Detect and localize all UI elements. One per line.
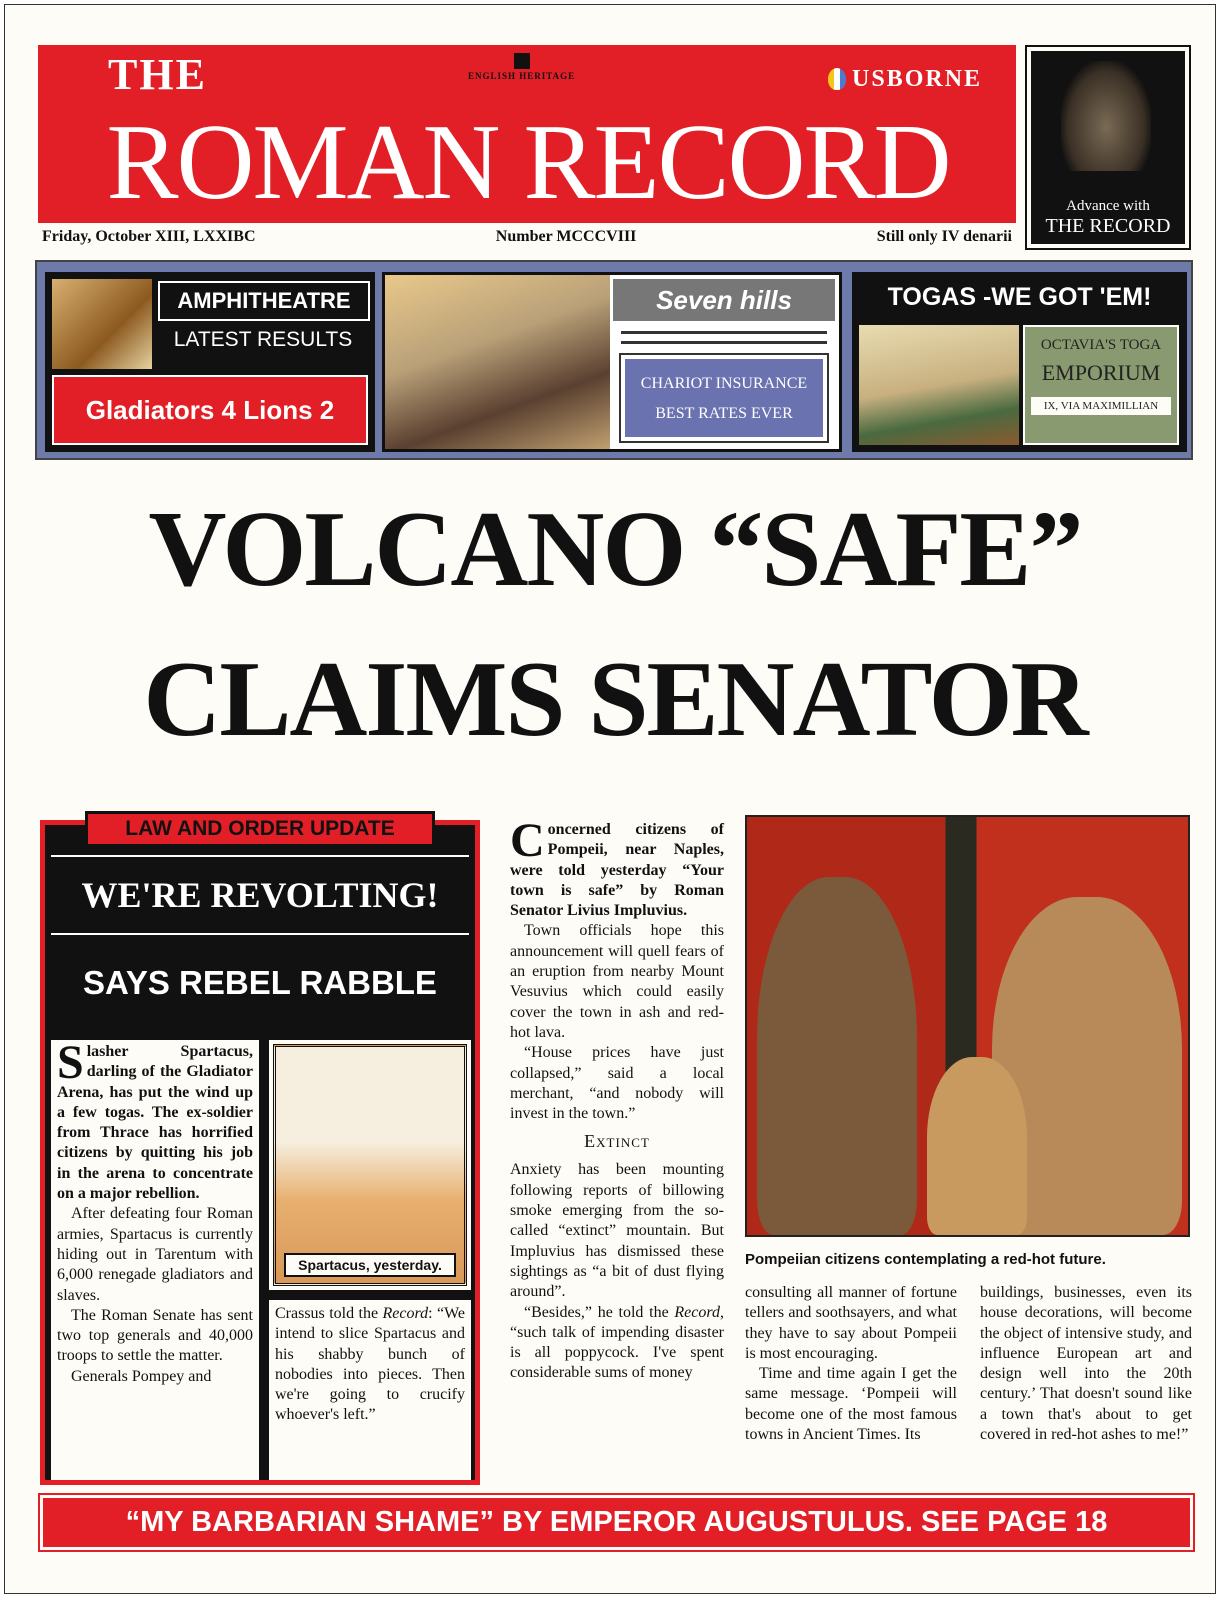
paragraph: Generals Pompey and [71, 1367, 212, 1385]
dateline [38, 223, 1016, 250]
story-subheadline: SAYS REBEL RABBLE [83, 964, 437, 1001]
usborne-label: USBORNE [852, 66, 983, 92]
emporium-address: IX, VIA MAXIMILLIAN [1031, 397, 1171, 415]
paragraph: After defeating four Roman armies, Spartacus is currently hiding out in Tarentum with 6,000 renegade gladiators and slaves. [57, 1205, 253, 1304]
issue-price: Still only IV denarii [876, 227, 1012, 245]
emporium-box [1023, 325, 1179, 445]
advert-strip [35, 260, 1193, 460]
headline-line2: CLAIMS SENATOR [143, 640, 1087, 759]
divider [621, 331, 827, 334]
masthead-the: THE [108, 50, 207, 99]
text: Crassus told the [275, 1305, 383, 1322]
chariot-line2: BEST RATES EVER [655, 405, 793, 422]
text: , “such talk of impending disaster is all poppycock. I've spent considerable sums of money [510, 1303, 724, 1382]
usborne-logo [828, 65, 982, 93]
figure [927, 1057, 1027, 1235]
masthead-title: ROMAN RECORD [106, 103, 950, 222]
drop-cap: S [57, 1036, 84, 1089]
volcano-story-column-3 [980, 1283, 1192, 1445]
volcano-story-column-2 [745, 1283, 957, 1445]
bottom-banner: “MY BARBARIAN SHAME” BY EMPEROR AUGUSTULUS. SEE PAGE 18 [40, 1495, 1193, 1550]
issue-number: Number MCCCVIII [495, 227, 637, 245]
paragraph: buildings, businesses, even its house decorations, will become the object of intensive study, and influence European art and design well into the 20th century.’ That doesn't sound like a town that's about to get covered in red-hot ashes to me!” [980, 1284, 1192, 1444]
photo-caption: Pompeiian citizens contemplating a red-hot future. [745, 1251, 1106, 1268]
masthead [38, 45, 1016, 250]
text: Record [382, 1305, 429, 1322]
story-headline: WE'RE REVOLTING! [51, 855, 469, 935]
drop-cap: C [510, 814, 545, 867]
subheading: Extinct [584, 1131, 650, 1152]
lion-image [52, 279, 152, 369]
seven-hills-title: Seven hills [613, 279, 835, 321]
issue-date: Friday, October XIII, LXXIBC [42, 227, 256, 245]
score: Gladiators 4 Lions 2 [52, 375, 368, 445]
figure [757, 877, 917, 1235]
story-column [51, 1036, 259, 1480]
paragraph: “House prices have just collapsed,” said a local merchant, “and nobody will invest in the town.” [510, 1044, 724, 1123]
paragraph: Time and time again I get the same message. ‘Pompeii will become one of the most famous towns in Ancient Times. Its [745, 1365, 957, 1444]
english-heritage-icon [514, 53, 530, 69]
story-kicker: LAW AND ORDER UPDATE [85, 811, 435, 847]
spartacus-story [40, 817, 480, 1485]
chariot-ad [382, 272, 842, 452]
paragraph: consulting all manner of fortune tellers and soothsayers, and what they have to say about Pompeii is most encouraging. [745, 1284, 957, 1362]
togas-title: TOGAS -WE GOT 'EM! [887, 283, 1152, 311]
advance-box [1025, 45, 1191, 250]
toga-ad [852, 272, 1187, 452]
amphitheatre-title: AMPHITHEATRE [158, 281, 370, 321]
headline-line1: VOLCANO “SAFE” [148, 490, 1082, 609]
volcano-story-column [510, 814, 724, 1384]
advance-line1: Advance with [1066, 198, 1150, 214]
paragraph: Anxiety has been mounting following reports of billowing smoke emerging from the so-called “extinct” mountain. But Impluvius has dismissed these sightings as “a bit of dust flying around”. [510, 1161, 724, 1301]
paragraph: Town officials hope this announcement will quell fears of an eruption from nearby Mount Vesuvius which could easily cover the town in ash and red-hot lava. [510, 922, 724, 1041]
reclining-roman-image [859, 325, 1019, 445]
latest-results: LATEST RESULTS [173, 328, 353, 351]
newspaper-page [4, 4, 1216, 1594]
advance-line2: THE RECORD [1045, 215, 1171, 237]
emporium-line1: OCTAVIA'S TOGA [1040, 337, 1162, 353]
equestrian-statue-image [1061, 61, 1151, 171]
paragraph: lasher Spartacus, darling of the Gladiator Arena, has put the wind up a few togas. The ex-soldier from Thrace has horrified citizens by quitting his job in the arena to concentrate on a major rebellion. [57, 1043, 253, 1203]
text: “Besides,” he told the [524, 1303, 675, 1321]
chariot-line1: CHARIOT INSURANCE [640, 375, 808, 392]
chariot-insurance-box [621, 355, 827, 441]
text: : “We intend to slice Spartacus and his shabby bunch of nobodies into pieces. Then we're going to crucify whoever's left.” [275, 1305, 466, 1424]
english-heritage-label: ENGLISH HERITAGE [468, 71, 576, 81]
paragraph: The Roman Senate has sent two top generals and 40,000 troops to settle the matter. [57, 1306, 253, 1365]
amphitheatre-ad [45, 272, 375, 452]
balloon-icon [828, 68, 846, 90]
paragraph: oncerned citizens of Pompeii, near Naples, were told yesterday “Your town is safe” by Roman Senator Livius Impluvius. [510, 821, 724, 920]
english-heritage-logo [468, 53, 575, 82]
divider [621, 341, 827, 344]
image-caption: Spartacus, yesterday. [284, 1253, 456, 1277]
emporium-line2: EMPORIUM [1041, 360, 1161, 385]
text: Record [674, 1303, 720, 1321]
chariot-image [385, 275, 610, 449]
main-headline [35, 475, 1195, 775]
story-column-2 [269, 1300, 471, 1480]
gladiator-illustration [269, 1040, 471, 1290]
pompeii-fresco-image [745, 815, 1190, 1237]
